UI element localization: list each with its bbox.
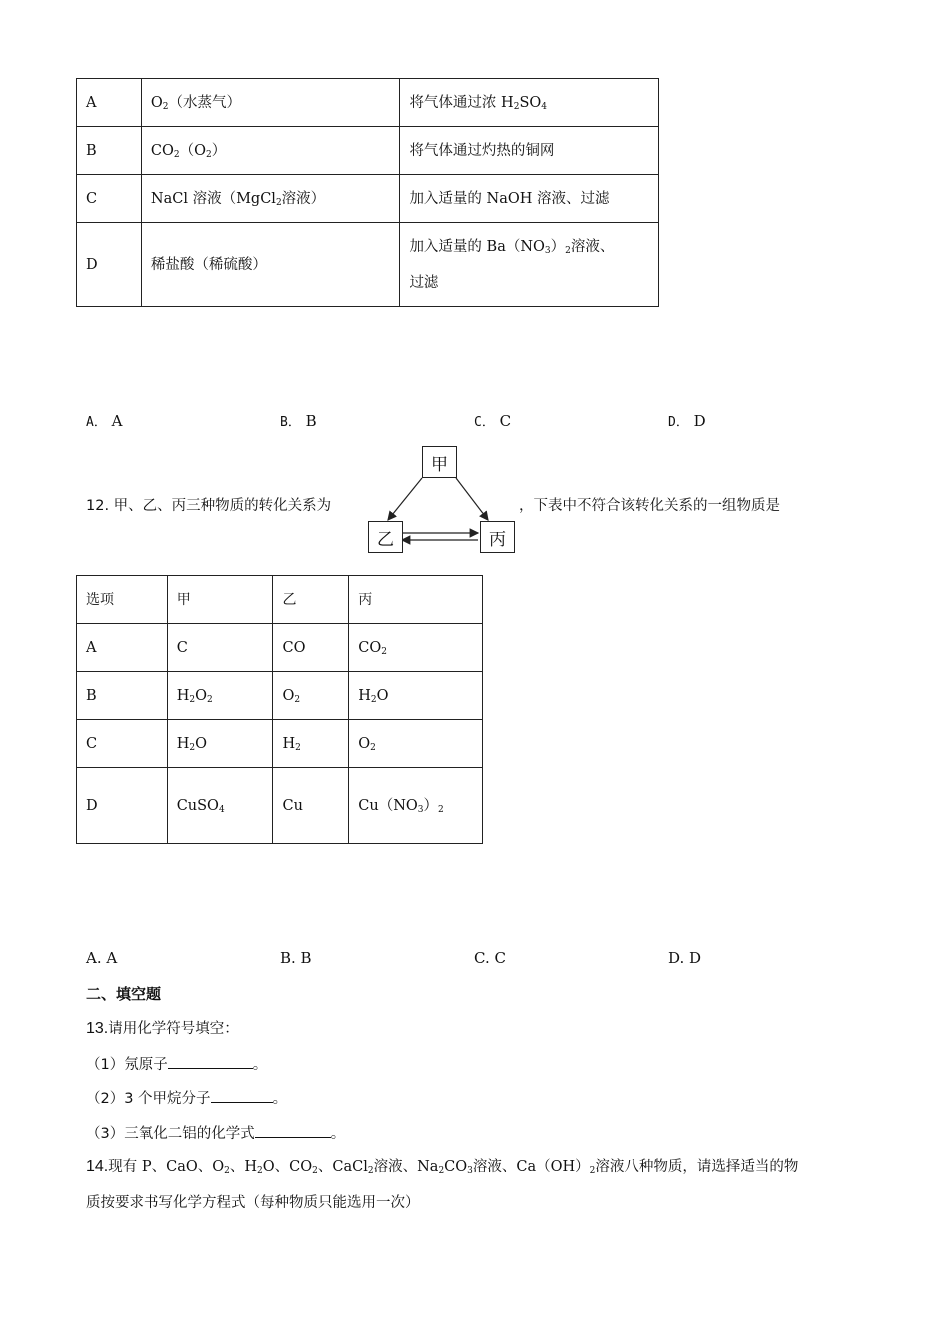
q11-option-a[interactable]: A． A [86,412,123,430]
q13-number: 13. [86,1020,109,1037]
transformation-diagram [366,444,516,554]
yi-cell: CO [273,624,349,672]
answer-blank[interactable] [168,1053,253,1069]
method-cell: 将气体通过浓 $H_2SO_4$ [400,79,659,127]
jia-cell: C [167,624,273,672]
q14-line-2: 质按要求书写化学方程式（每种物质只能选用一次） [86,1195,420,1211]
material-cell: 稀盐酸（稀硫酸） [141,223,400,307]
option-cell: A [77,624,168,672]
header-bing: 丙 [349,576,483,624]
header-option: 选项 [77,576,168,624]
jia-cell: CuSO$_4$ [167,768,273,844]
table-row [77,768,483,844]
q13-stem: 13.请用化学符号填空： [86,1020,239,1037]
method-cell: 将气体通过灼热的铜网 [400,127,659,175]
q13-item-1: （1）氖原子 。 [86,1053,267,1074]
material-cell: NaCl 溶液（MgCl$_2$溶液） [141,175,400,223]
answer-blank[interactable] [211,1087,273,1103]
table-row [77,720,483,768]
substance-table [76,575,483,844]
separation-table [76,78,659,307]
q12-stem-before: 12. 甲、乙、丙三种物质的转化关系为 [86,498,332,514]
answer-blank[interactable] [255,1122,331,1138]
header-yi: 乙 [273,576,349,624]
q13-item-2: （2）3 个甲烷分子 。 [86,1087,287,1108]
table-row [77,79,659,127]
q12-option-d[interactable]: D. D [668,949,702,967]
node-yi: 乙 [368,521,403,553]
q12-stem-after: ，下表中不符合该转化关系的一组物质是 [519,498,780,514]
yi-cell: $O_2$ [273,672,349,720]
table-header-row [77,576,483,624]
material-cell: $CO_2(O_2)$ [141,127,400,175]
option-cell: B [77,127,142,175]
header-jia: 甲 [167,576,273,624]
q12-options [0,949,950,971]
q12-option-c[interactable]: C. C [474,949,506,967]
node-bing: 丙 [480,521,515,553]
table-row [77,672,483,720]
bing-cell: $H_2O$ [349,672,483,720]
table-row [77,624,483,672]
q12-option-b[interactable]: B. B [280,949,312,967]
node-jia: 甲 [422,446,457,478]
q12-option-a[interactable]: A. A [86,949,118,967]
yi-cell: Cu [273,768,349,844]
table-row [77,127,659,175]
option-cell: C [77,720,168,768]
q11-option-b[interactable]: B． B [280,412,317,430]
q11-options [0,411,950,433]
option-cell: D [77,223,142,307]
yi-cell: $H_2$ [273,720,349,768]
material-cell: $O_2$（水蒸气） [141,79,400,127]
option-cell: D [77,768,168,844]
section-title: 二、填空题 [86,985,162,1003]
bing-cell: $O_2$ [349,720,483,768]
q14-line-1: 14.现有 P、CaO、$O_2$、$H_2O$、$CO_2$、CaCl$_2$溶液、$Na_2CO_3$溶液、$Ca(OH)_2$溶液八种物质，请选择适当的物 [86,1158,799,1176]
arrow-jia-to-bing [456,478,488,520]
jia-cell: $H_2O_2$ [167,672,273,720]
table-row [77,223,659,307]
bing-cell: $Cu(NO_3)_2$ [349,768,483,844]
q11-option-c[interactable]: C． C [474,412,512,430]
q11-option-d[interactable]: D． D [668,412,706,430]
bing-cell: $CO_2$ [349,624,483,672]
method-cell: 加入适量的 $Ba(NO_3)_2$溶液、 过滤 [400,223,659,307]
option-cell: B [77,672,168,720]
q14-number: 14. [86,1158,109,1175]
option-cell: A [77,79,142,127]
jia-cell: $H_2O$ [167,720,273,768]
table-row [77,175,659,223]
method-cell: 加入适量的 NaOH 溶液、过滤 [400,175,659,223]
option-cell: C [77,175,142,223]
arrow-jia-to-yi [388,478,422,520]
q13-item-3: （3）三氧化二铝的化学式 。 [86,1122,345,1143]
